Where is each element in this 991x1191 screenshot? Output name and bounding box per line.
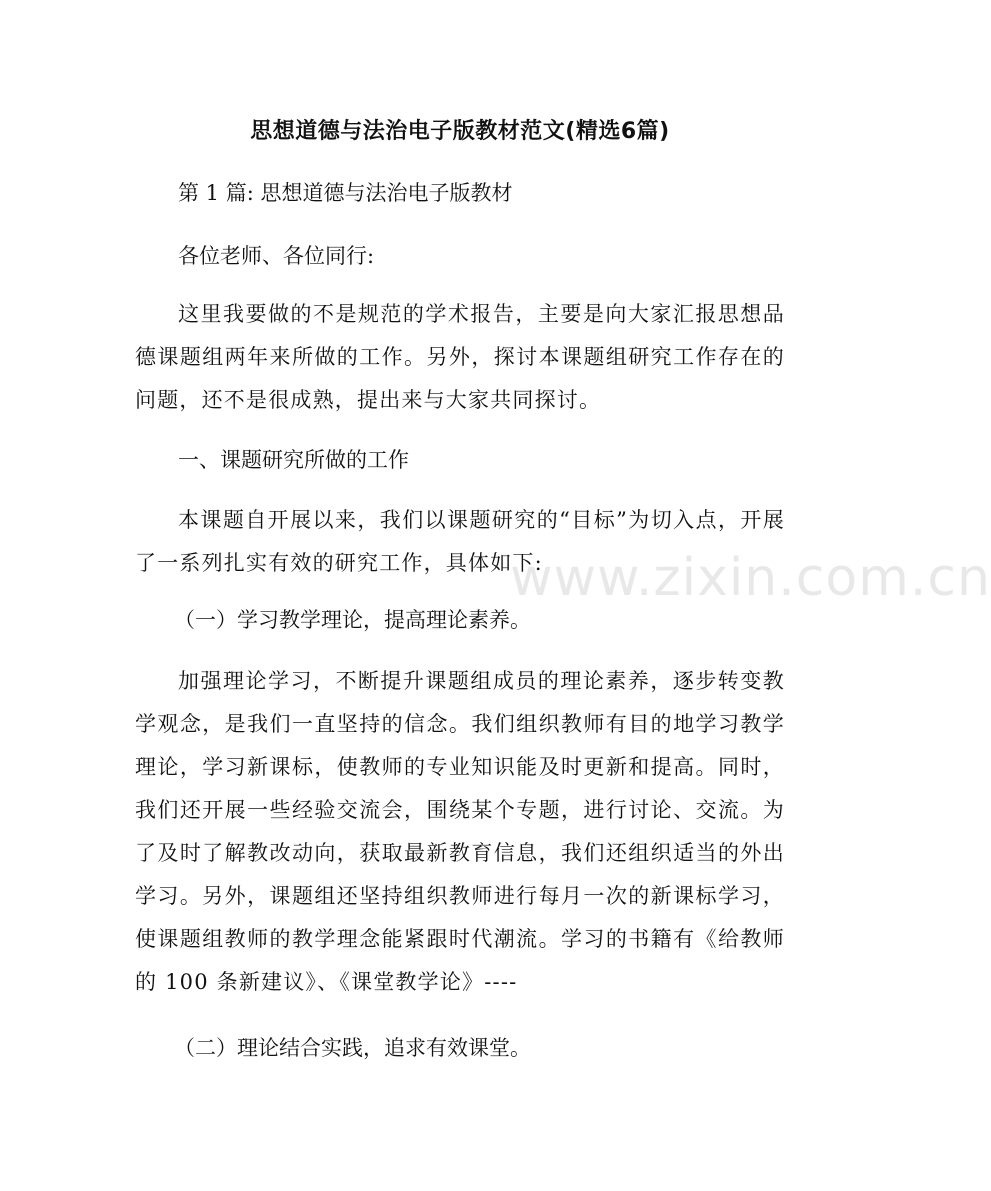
sub1-body-paragraph: 加强理论学习，不断提升课题组成员的理论素养，逐步转变教学观念，是我们一直坚持的信念。我们组织教师有目的地学习教学理论，学习新课标，使教师的专业知识能及时更新和提高。同时，我们还开展一些经验交流会，围绕某个专题，进行讨论、交流。为了及时了解教改动向，获取最新教育信息，我们还组织适当的外出学习。另外，课题组还坚持组织教师进行每月一次的新课标学习，使课题组教师的教学理念能紧跟时代潮流。学习的书籍有《给教师的 100 条新建议》、《课堂教学论》----: [135, 669, 785, 994]
greeting-line: 各位老师、各位同行:: [178, 244, 375, 268]
intro-paragraph: 这里我要做的不是规范的学术报告，主要是向大家汇报思想品德课题组两年来所做的工作。另外，探讨本课题组研究工作存在的问题，还不是很成熟，提出来与大家共同探讨。: [135, 302, 785, 412]
section-heading: 第 1 篇: 思想道德与法治电子版教材: [178, 181, 513, 205]
watermark-text: www.zixin.com.cn: [510, 548, 991, 608]
part1-heading: 一、课题研究所做的工作: [178, 448, 409, 472]
sub2-heading: （二）理论结合实践，追求有效课堂。: [174, 1036, 531, 1060]
document-title: 思想道德与法治电子版教材范文(精选6篇): [250, 119, 670, 144]
sub1-heading: （一）学习教学理论，提高理论素养。: [174, 608, 531, 632]
part1-intro-paragraph: 本课题自开展以来，我们以课题研究的“目标”为切入点，开展了一系列扎实有效的研究工作，具体如下:: [135, 508, 785, 575]
